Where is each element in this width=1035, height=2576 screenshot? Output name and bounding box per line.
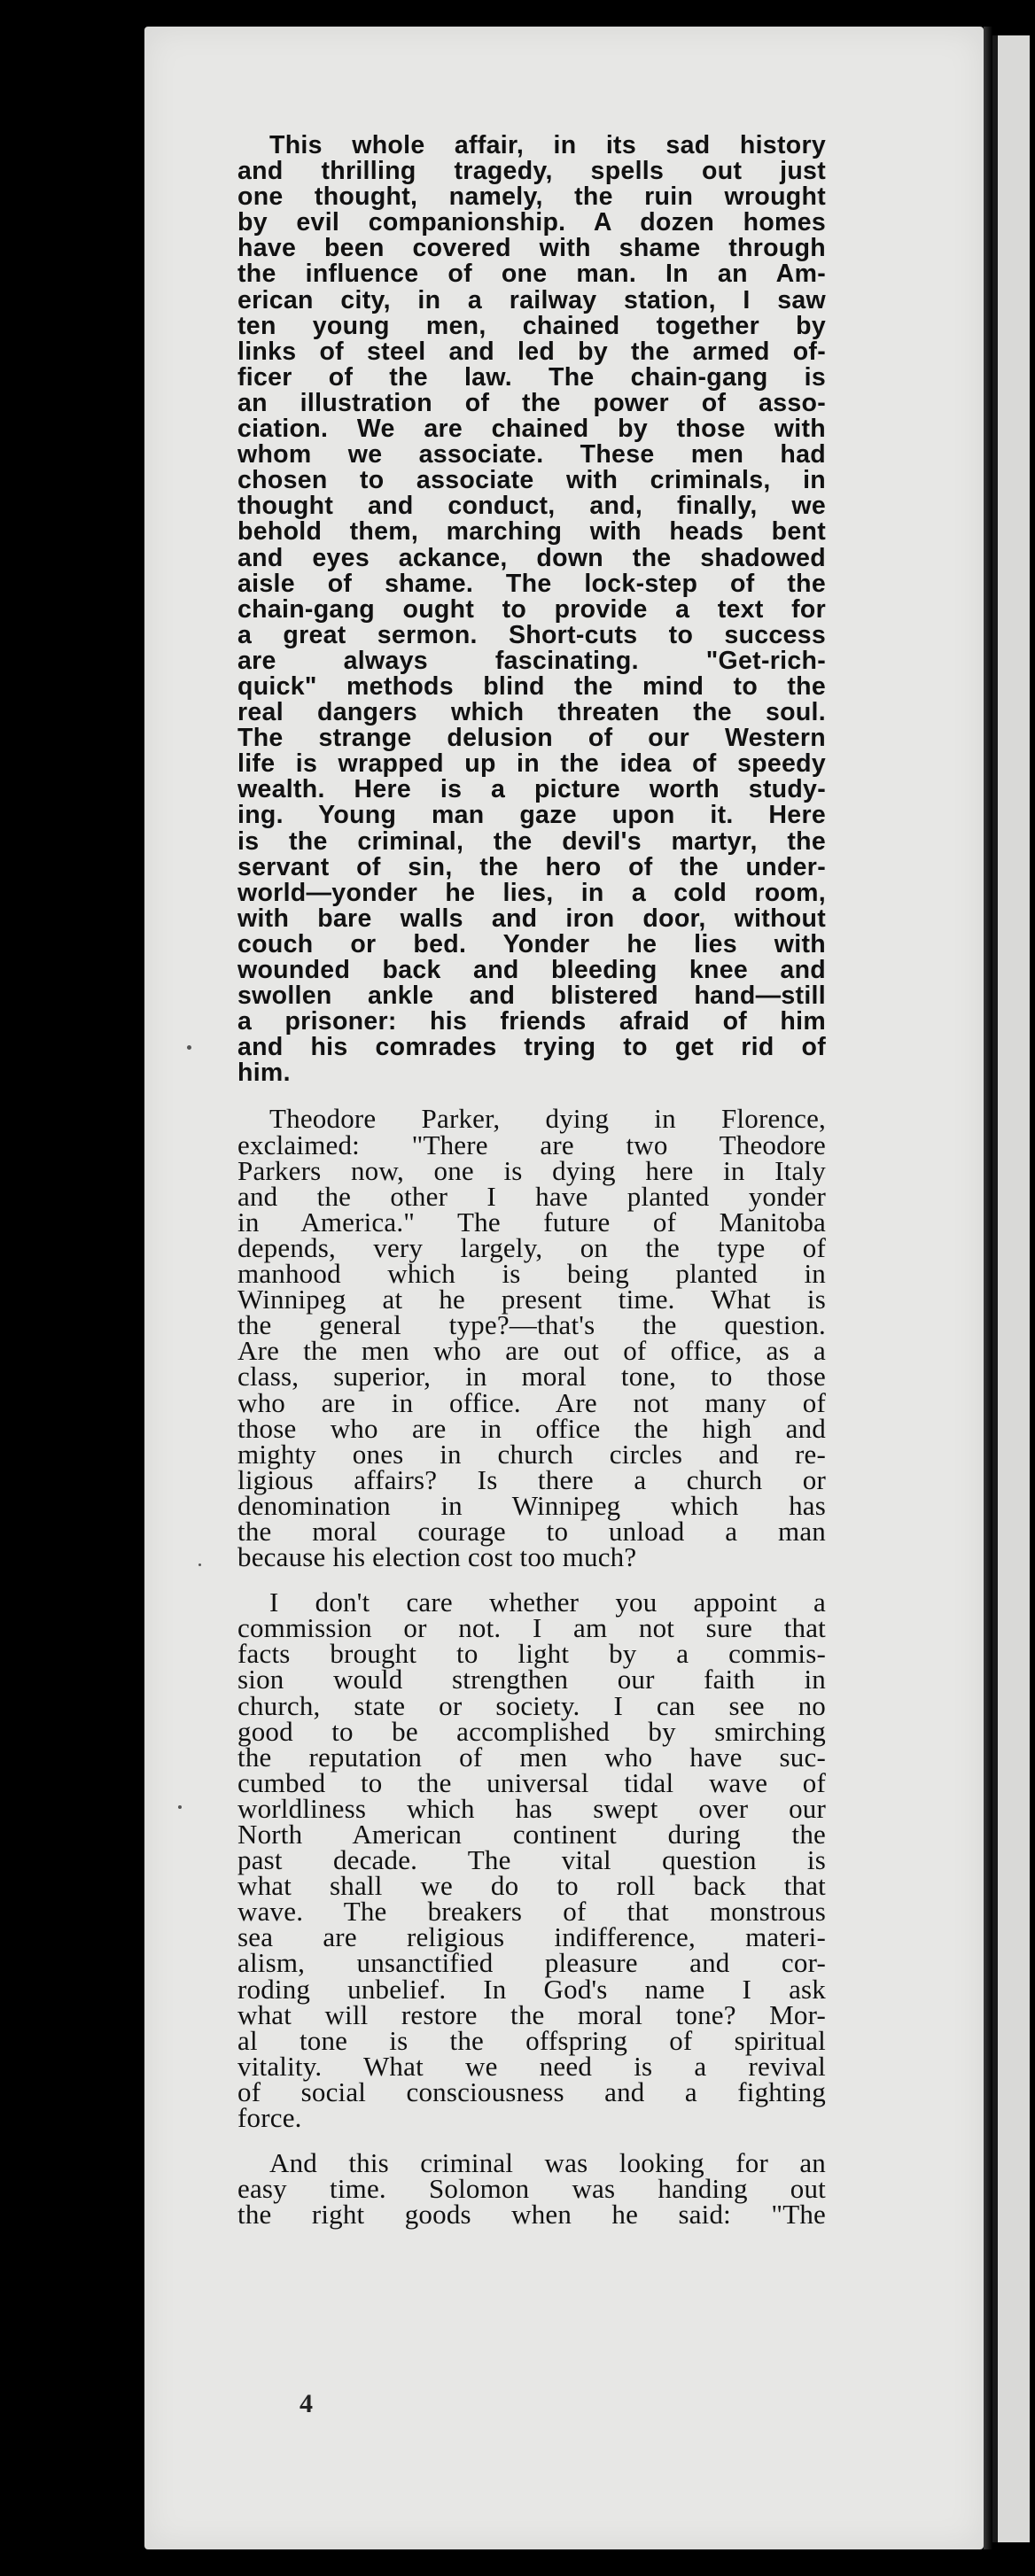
text-line: quick" methods blind the mind to the [237, 671, 826, 701]
text-line: in America." The future of Manitoba [237, 1206, 826, 1238]
text-line: couch or bed. Yonder he lies with [237, 929, 826, 958]
text-line: This whole affair, in its sad history [269, 131, 826, 159]
text-line: the moral courage to unload a man [237, 1515, 826, 1547]
text-line: wounded back and bleeding knee and [237, 956, 826, 984]
text-line: depends, very largely, on the type of [237, 1231, 826, 1263]
text-line: world—yonder he lies, in a cold room, [237, 878, 826, 907]
text-line: Winnipeg at he present time. What is [237, 1284, 826, 1315]
text-line: what will restore the moral tone? Mor- [237, 1998, 826, 2030]
text-line: wave. The breakers of that monstrous [237, 1896, 826, 1928]
text-line: good to be accomplished by smirching [237, 1715, 826, 1747]
text-line: thought and conduct, and, finally, we [237, 492, 826, 521]
text-line: a great sermon. Short-cuts to success [237, 620, 826, 649]
text-line: those who are in office the high and [237, 1412, 826, 1444]
paragraph-2 [237, 1103, 826, 1573]
text-line: facts brought to light by a commis- [237, 1638, 826, 1670]
text-line: behold them, marching with heads bent [237, 517, 826, 547]
text-line: by evil companionship. A dozen homes [237, 208, 826, 237]
text-line: North American continent during the [237, 1819, 826, 1850]
text-line: vitality. What we need is a revival [237, 2050, 826, 2082]
text-line: and the other I have planted yonder [237, 1180, 826, 1212]
text-line: ing. Young man gaze upon it. Here [237, 801, 826, 830]
text-line: erican city, in a railway station, I saw [237, 285, 826, 314]
text-line: Parkers now, one is dying here in Italy [237, 1154, 826, 1186]
adjacent-page-strip [992, 35, 1030, 2542]
text-line: one thought, namely, the ruin wrought [237, 182, 826, 212]
text-line: life is wrapped up in the idea of speedy [237, 749, 826, 779]
text-line: of social consciousness and a fighting [237, 2076, 826, 2107]
text-line: a prisoner: his friends afraid of him [237, 1007, 826, 1036]
text-line: an illustration of the power of asso- [237, 388, 826, 417]
text-line: Are the men who are out of office, as a [237, 1335, 826, 1367]
text-line: The strange delusion of our Western [237, 724, 826, 753]
text-line: ciation. We are chained by those with [237, 415, 826, 444]
text-line: him. [237, 1059, 291, 1088]
text-line: exclaimed: "There are two Theodore [237, 1129, 826, 1160]
text-line: ten young men, chained together by [237, 311, 826, 340]
text-line: with bare walls and iron door, without [237, 904, 826, 933]
text-line: roding unbelief. In God's name I ask [237, 1973, 826, 2005]
text-line: the reputation of men who have suc- [237, 1741, 826, 1773]
text-line: alism, unsanctified pleasure and cor- [237, 1947, 826, 1979]
scan-speck [178, 1805, 182, 1809]
text-line: ficer of the law. The chain-gang is [237, 362, 826, 392]
text-line: mighty ones in church circles and re- [237, 1438, 826, 1470]
paragraph-4 [237, 2147, 826, 2231]
page-edge-shadow [984, 27, 992, 2549]
text-line: is the criminal, the devil's martyr, the [237, 826, 826, 856]
paragraph-1 [237, 133, 826, 1086]
text-line: whom we associate. These men had [237, 440, 826, 469]
text-line: servant of sin, the hero of the under- [237, 852, 826, 881]
text-line: links of steel and led by the armed of- [237, 337, 826, 366]
text-line: denomination in Winnipeg which has [237, 1489, 826, 1521]
scan-speck [198, 1563, 201, 1566]
text-line: commission or not. I am not sure that [237, 1612, 826, 1644]
text-line: past decade. The vital question is [237, 1844, 826, 1876]
text-line: what shall we do to roll back that [237, 1870, 826, 1902]
text-line: sea are religious indifference, materi- [237, 1921, 826, 1953]
text-line: chosen to associate with criminals, in [237, 466, 826, 495]
text-line: the general type?—that's the question. [237, 1309, 826, 1341]
text-line: because his election cost too much? [237, 1541, 637, 1573]
text-line: and eyes ackance, down the shadowed [237, 543, 826, 572]
text-line: class, superior, in moral tone, to those [237, 1361, 826, 1393]
text-line: and his comrades trying to get rid of [237, 1033, 826, 1062]
text-line: wealth. Here is a picture worth study- [237, 775, 826, 804]
article-text-column [237, 131, 826, 2231]
text-line: sion would strengthen our faith in [237, 1664, 826, 1695]
text-line: real dangers which threaten the soul. [237, 698, 826, 727]
text-line: worldliness which has swept over our [237, 1792, 826, 1824]
text-line: the influence of one man. In an Am- [237, 260, 826, 289]
text-line: are always fascinating. "Get-rich- [237, 646, 826, 675]
paragraph-3 [237, 1587, 826, 2134]
text-line: church, state or society. I can see no [237, 1689, 826, 1721]
page-number: 4 [300, 2389, 313, 2418]
text-line: chain-gang ought to provide a text for [237, 594, 826, 624]
text-line: easy time. Solomon was handing out [237, 2173, 826, 2205]
text-line: have been covered with shame through [237, 234, 826, 263]
text-line: cumbed to the universal tidal wave of [237, 1766, 826, 1798]
text-line: manhood which is being planted in [237, 1258, 826, 1290]
text-line: the right goods when he said: "The [237, 2199, 826, 2231]
scan-speck [187, 1045, 191, 1050]
text-line: and thrilling tragedy, spells out just [237, 157, 826, 186]
text-line: And this criminal was looking for an [269, 2147, 826, 2179]
text-line: who are in office. Are not many of [237, 1386, 826, 1418]
text-line: swollen ankle and blistered hand—still [237, 982, 826, 1011]
text-line: I don't care whether you appoint a [269, 1587, 826, 1618]
text-line: force. [237, 2102, 302, 2134]
text-line: ligious affairs? Is there a church or [237, 1463, 826, 1495]
text-line: Theodore Parker, dying in Florence, [269, 1103, 826, 1135]
text-line: aisle of shame. The lock-step of the [237, 569, 826, 598]
text-line: al tone is the offspring of spiritual [237, 2024, 826, 2056]
